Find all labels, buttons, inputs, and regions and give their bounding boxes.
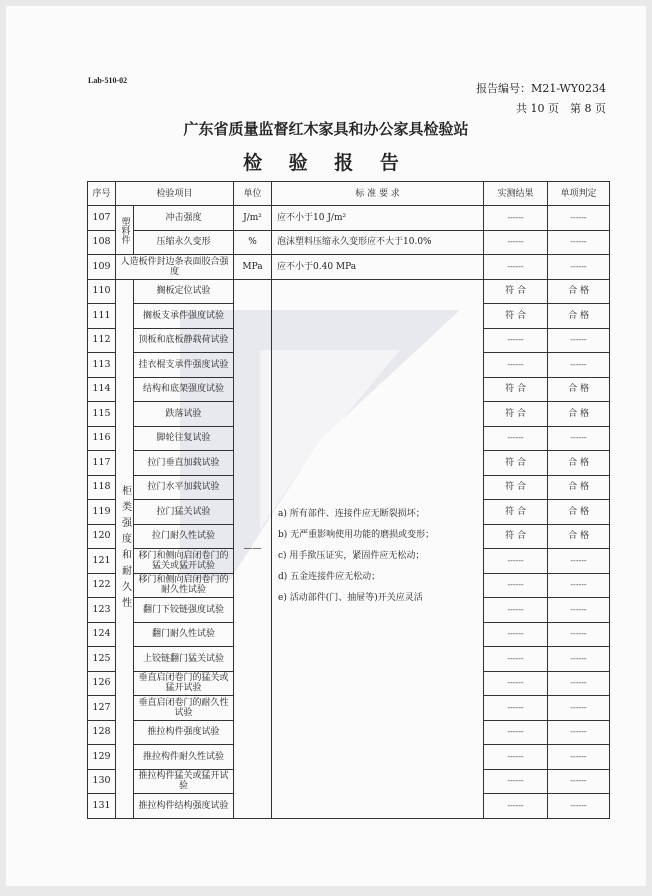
verdict: ------ (548, 671, 610, 696)
verdict: 合 格 (548, 500, 610, 525)
item-name: 推拉构件强度试验 (134, 720, 234, 745)
row-number: 128 (88, 720, 116, 745)
row-number: 122 (88, 573, 116, 598)
item-name: 翻门下铰链强度试验 (134, 598, 234, 623)
item-name: 拉门耐久性试验 (134, 524, 234, 549)
row-number: 107 (88, 206, 116, 231)
row-number: 121 (88, 549, 116, 574)
row-number: 108 (88, 230, 116, 255)
inspection-table (87, 181, 610, 819)
row-number: 115 (88, 402, 116, 427)
document-code: Lab-510-02 (88, 76, 128, 85)
result: ------ (484, 206, 548, 231)
header-unit: 单位 (234, 182, 272, 206)
standard: 应不小于0.40 MPa (272, 255, 484, 280)
result: ------ (484, 769, 548, 794)
standard-clause: d) 五金连接件应无松动； (278, 571, 381, 582)
verdict: ------ (548, 573, 610, 598)
organization-name: 广东省质量监督红木家具和办公家具检验站 (183, 120, 469, 138)
result: 符 合 (484, 475, 548, 500)
row-number: 116 (88, 426, 116, 451)
result: ------ (484, 745, 548, 770)
verdict: 合 格 (548, 279, 610, 304)
row-number: 129 (88, 745, 116, 770)
category-cabinet: 柜类强度和耐久性 (116, 279, 134, 818)
standard-clause: e) 活动部件(门、抽屉等)开关应灵活 (278, 592, 423, 603)
verdict: ------ (548, 255, 610, 280)
table-row (88, 230, 610, 255)
row-number: 123 (88, 598, 116, 623)
header-seq: 序号 (88, 182, 116, 206)
result: ------ (484, 255, 548, 280)
result: ------ (484, 671, 548, 696)
header-verdict: 单项判定 (548, 182, 610, 206)
result: ------ (484, 622, 548, 647)
row-number: 130 (88, 769, 116, 794)
item-name: 上铰链翻门猛关试验 (134, 647, 234, 672)
item-name: 挂衣棍支承件强度试验 (134, 353, 234, 378)
standard-clause: c) 用手揿压证实，紧固件应无松动； (278, 550, 425, 561)
verdict: 合 格 (548, 524, 610, 549)
result: 符 合 (484, 377, 548, 402)
item-name: 顶板和底板静载荷试验 (134, 328, 234, 353)
verdict: ------ (548, 598, 610, 623)
item-name: 拉门垂直加载试验 (134, 451, 234, 476)
row-number: 111 (88, 304, 116, 329)
row-number: 113 (88, 353, 116, 378)
result: ------ (484, 549, 548, 574)
result: ------ (484, 230, 548, 255)
item-name: 结构和底架强度试验 (134, 377, 234, 402)
row-number: 117 (88, 451, 116, 476)
result: ------ (484, 647, 548, 672)
result: ------ (484, 598, 548, 623)
item-name: 拉门水平加载试验 (134, 475, 234, 500)
verdict: 合 格 (548, 475, 610, 500)
unit: MPa (234, 255, 272, 280)
header-result: 实测结果 (484, 182, 548, 206)
result: ------ (484, 353, 548, 378)
page-indicator: 共 10 页 第 8 页 (516, 102, 606, 115)
result: 符 合 (484, 279, 548, 304)
item-name: 搁板支承件强度试验 (134, 304, 234, 329)
item-name: 推拉构件猛关或猛开试验 (134, 769, 234, 794)
row-number: 124 (88, 622, 116, 647)
verdict: ------ (548, 353, 610, 378)
report-number: 报告编号：M21-WY0234 (476, 82, 606, 95)
result: ------ (484, 794, 548, 819)
standard-clause: a) 所有部件、连接件应无断裂损坏； (278, 508, 425, 519)
row-number: 118 (88, 475, 116, 500)
item-name: 翻门耐久性试验 (134, 622, 234, 647)
item-name: 拉门猛关试验 (134, 500, 234, 525)
table-row (88, 206, 610, 231)
result: ------ (484, 573, 548, 598)
result: ------ (484, 720, 548, 745)
standard (272, 279, 484, 818)
row-number: 125 (88, 647, 116, 672)
category-plastic: 塑料件 (116, 206, 134, 255)
verdict: ------ (548, 230, 610, 255)
result: 符 合 (484, 402, 548, 427)
result: 符 合 (484, 524, 548, 549)
table-row (88, 255, 610, 280)
verdict: ------ (548, 745, 610, 770)
report-title: 检 验 报 告 (243, 152, 409, 174)
result: 符 合 (484, 451, 548, 476)
verdict: ------ (548, 549, 610, 574)
result: ------ (484, 696, 548, 721)
result: 符 合 (484, 304, 548, 329)
item-name: 移门和侧向启闭卷门的猛关或猛开试验 (134, 549, 234, 574)
verdict: ------ (548, 794, 610, 819)
row-number: 119 (88, 500, 116, 525)
row-number: 120 (88, 524, 116, 549)
result: ------ (484, 328, 548, 353)
item-name: 推拉构件结构强度试验 (134, 794, 234, 819)
verdict: ------ (548, 426, 610, 451)
standard-clause: b) 无严重影响使用功能的磨损或变形； (278, 529, 435, 540)
unit: J/m² (234, 206, 272, 231)
standard: 泡沫塑料压缩永久变形应不大于10.0% (272, 230, 484, 255)
verdict: ------ (548, 769, 610, 794)
header-item: 检验项目 (116, 182, 234, 206)
table-header-row (88, 182, 610, 206)
item-name: 跌落试验 (134, 402, 234, 427)
item-name: 冲击强度 (134, 206, 234, 231)
item-name: 脚轮往复试验 (134, 426, 234, 451)
row-number: 112 (88, 328, 116, 353)
item-name: 推拉构件耐久性试验 (134, 745, 234, 770)
result: ------ (484, 426, 548, 451)
table-row (88, 279, 610, 304)
row-number: 110 (88, 279, 116, 304)
header-standard: 标 准 要 求 (272, 182, 484, 206)
row-number: 126 (88, 671, 116, 696)
result: 符 合 (484, 500, 548, 525)
item-name: 人造板件封边条表面胶合强度 (116, 255, 234, 280)
verdict: ------ (548, 720, 610, 745)
item-name: 移门和侧向启闭卷门的耐久性试验 (134, 573, 234, 598)
verdict: ------ (548, 206, 610, 231)
standard: 应不小于10 J/m² (272, 206, 484, 231)
verdict: ------ (548, 696, 610, 721)
row-number: 109 (88, 255, 116, 280)
verdict: 合 格 (548, 377, 610, 402)
verdict: 合 格 (548, 402, 610, 427)
verdict: ------ (548, 328, 610, 353)
row-number: 131 (88, 794, 116, 819)
unit: % (234, 230, 272, 255)
verdict: ------ (548, 647, 610, 672)
verdict: 合 格 (548, 304, 610, 329)
item-name: 压缩永久变形 (134, 230, 234, 255)
unit: —— (234, 279, 272, 818)
item-name: 垂直启闭卷门的猛关或猛开试验 (134, 671, 234, 696)
row-number: 114 (88, 377, 116, 402)
item-name: 垂直启闭卷门的耐久性试验 (134, 696, 234, 721)
row-number: 127 (88, 696, 116, 721)
verdict: ------ (548, 622, 610, 647)
item-name: 搁板定位试验 (134, 279, 234, 304)
verdict: 合 格 (548, 451, 610, 476)
